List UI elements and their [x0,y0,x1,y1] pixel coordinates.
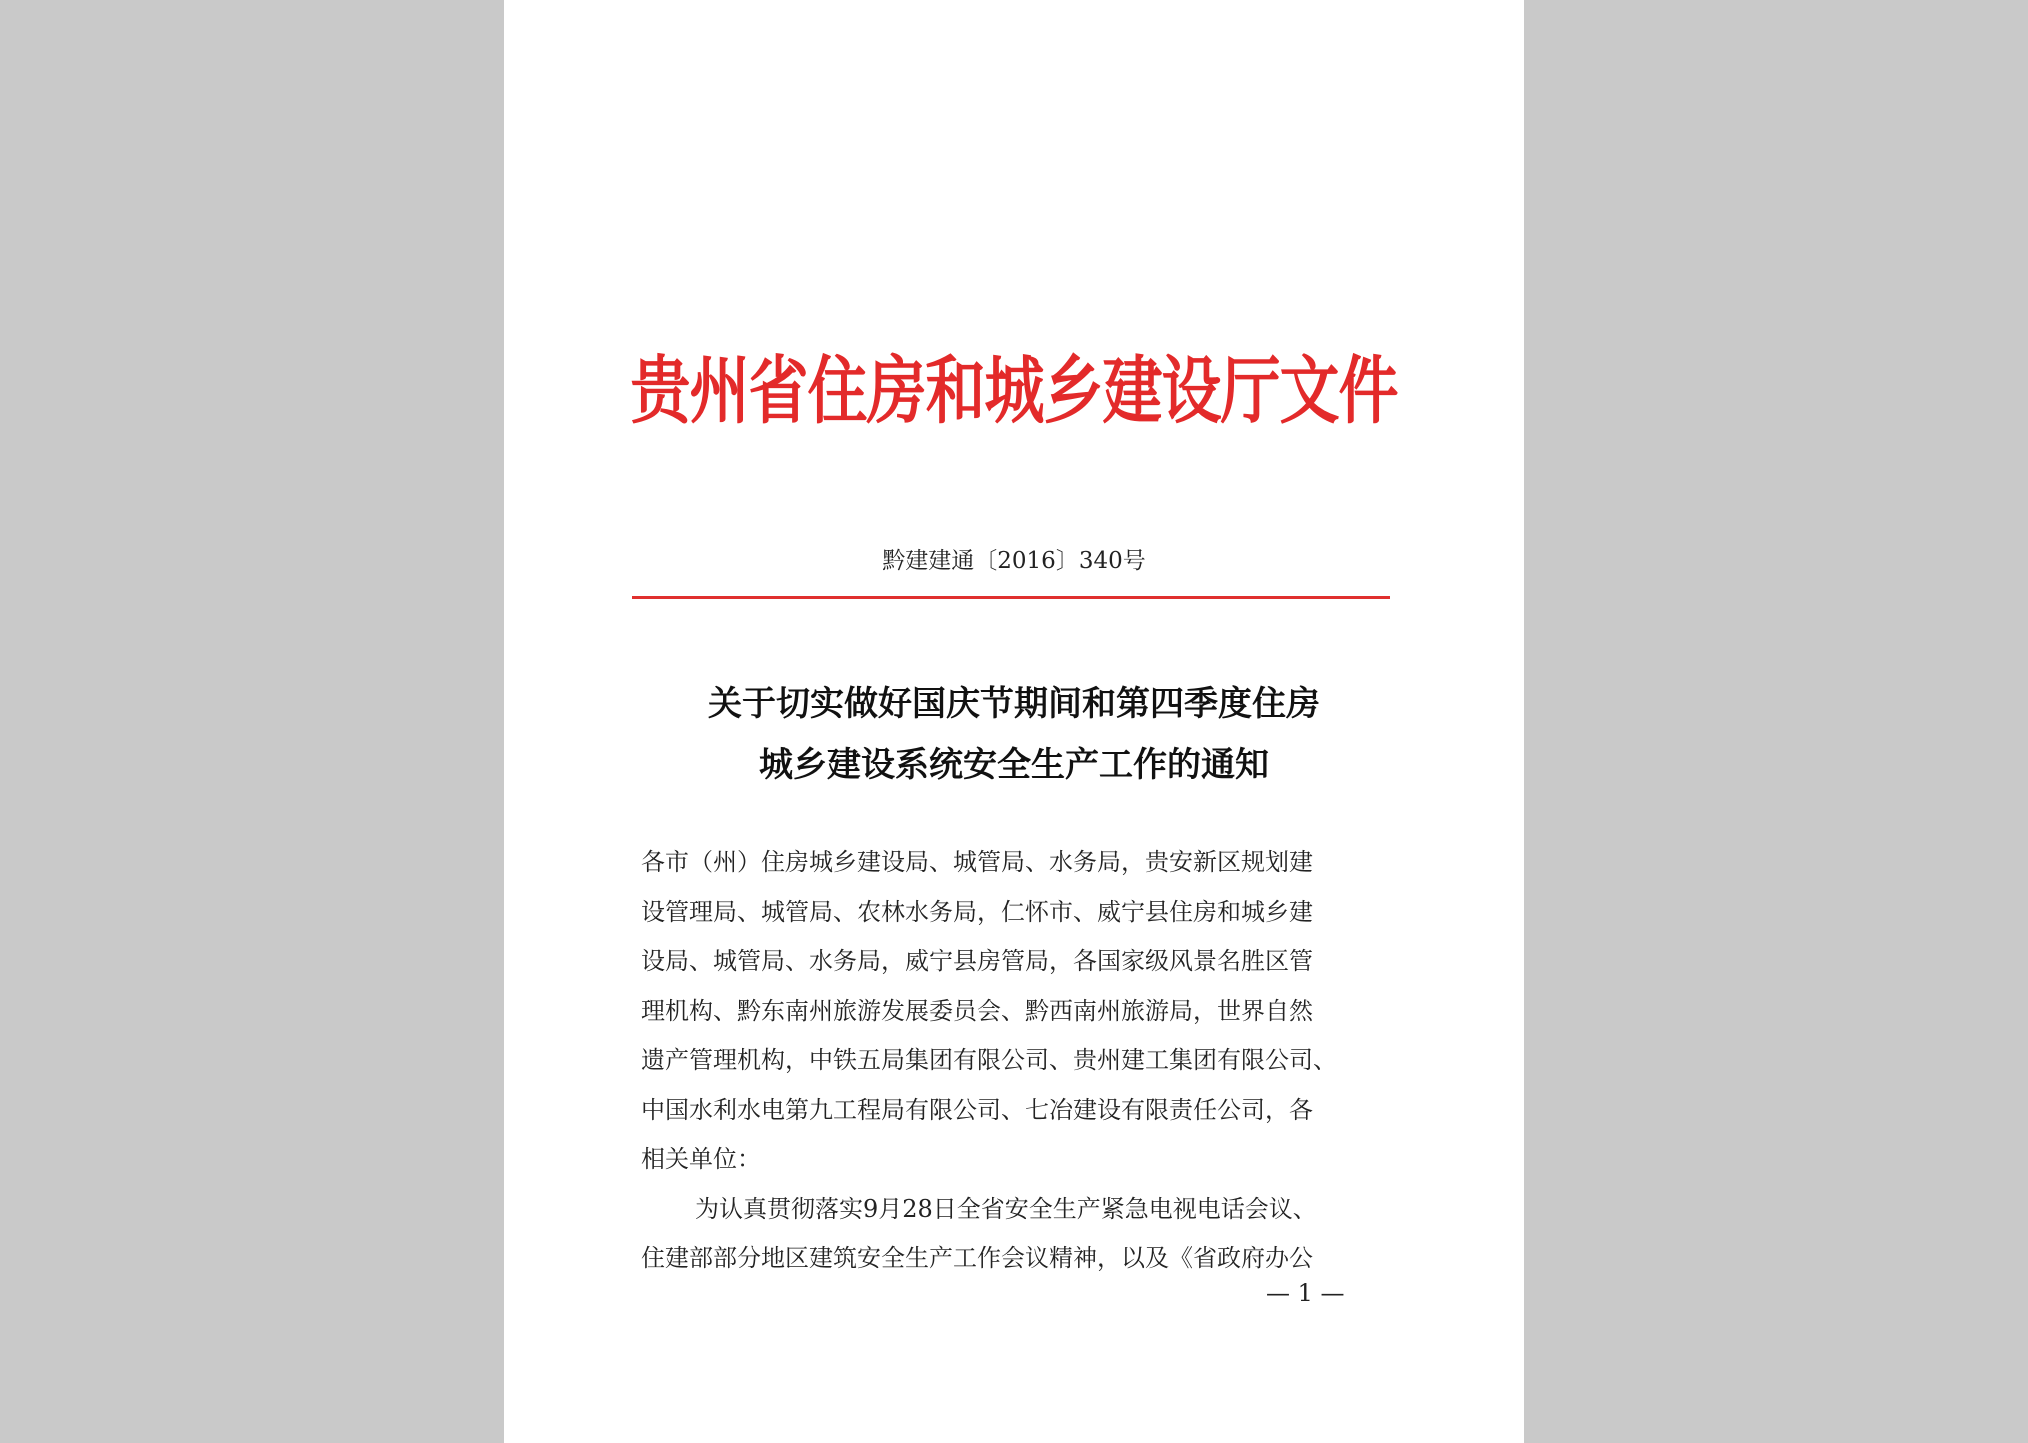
notice-title-line-2: 城乡建设系统安全生产工作的通知 [759,745,1269,785]
body-line: 住建部部分地区建筑安全生产工作会议精神，以及《省政府办公 [641,1244,1313,1272]
body-line: 遗产管理机构，中铁五局集团有限公司、贵州建工集团有限公司、 [641,1046,1337,1074]
body-line: 为认真贯彻落实9月28日全省安全生产紧急电视电话会议、 [695,1194,1317,1223]
notice-body [641,838,1386,1284]
body-line: 设管理局、城管局、农林水务局，仁怀市、威宁县住房和城乡建 [641,897,1313,926]
body-line: 设局、城管局、水务局，威宁县房管局，各国家级风景名胜区管 [641,947,1313,975]
body-line: 理机构、黔东南州旅游发展委员会、黔西南州旅游局，世界自然 [641,996,1313,1025]
issuing-authority-header: 贵州省住房和城乡建设厅文件 [630,348,1398,435]
red-divider-line [632,596,1390,599]
page-number: — 1 — [1266,1279,1345,1307]
body-line: 相关单位： [641,1145,761,1173]
body-line: 中国水利水电第九工程局有限公司、七冶建设有限责任公司，各 [641,1095,1313,1124]
body-line: 各市（州）住房城乡建设局、城管局、水务局，贵安新区规划建 [641,848,1313,876]
notice-title-line-1: 关于切实做好国庆节期间和第四季度住房 [708,684,1320,724]
document-page [504,0,1524,1443]
document-number: 黔建建通〔2016〕340号 [882,548,1146,574]
